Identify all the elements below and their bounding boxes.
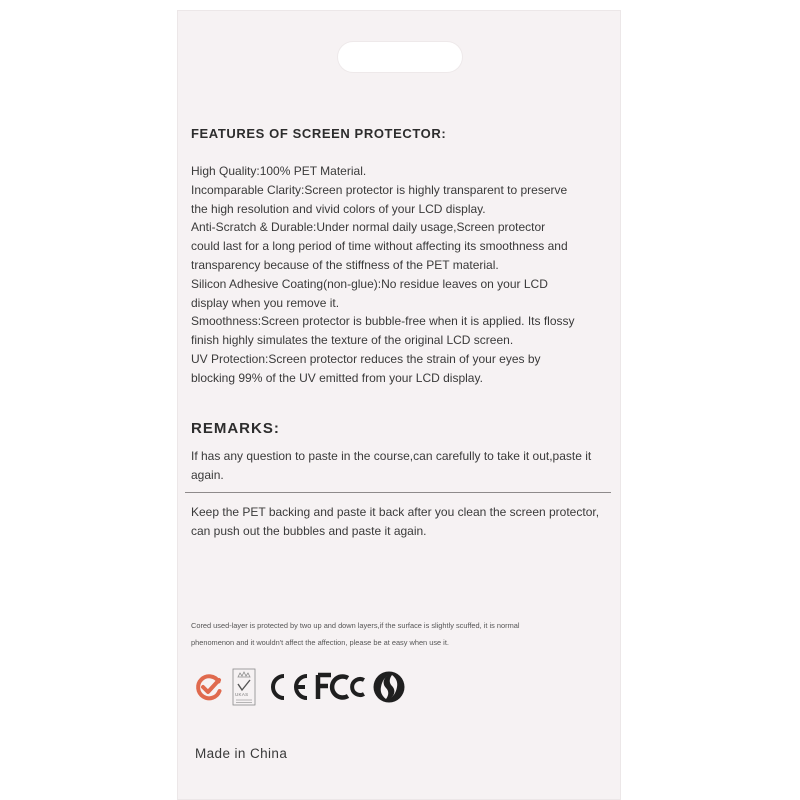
remarks-heading: REMARKS: (191, 420, 280, 437)
feature-line: could last for a long period of time without affecting its smoothness and (191, 239, 568, 254)
feature-line: Incomparable Clarity:Screen protector is highly transparent to preserve (191, 182, 568, 197)
feature-line: Smoothness:Screen protector is bubble-free when it is applied. Its flossy (191, 314, 575, 329)
made-in-label: Made in China (195, 746, 288, 761)
ukas-crown-icon (232, 668, 256, 706)
tip-line: Keep the PET backing and paste it back after you clean the screen protector, (191, 505, 600, 519)
fine-print-line: phenomenon and it wouldn't affect the affection, please be at easy when use it. (191, 638, 449, 647)
fcc-mark-icon (315, 672, 367, 702)
features-list (191, 162, 616, 388)
tip-text (191, 503, 616, 541)
features-heading: FEATURES OF SCREEN PROTECTOR: (191, 126, 447, 141)
feature-line: blocking 99% of the UV emitted from your LCD display. (191, 370, 483, 385)
feature-line: Anti-Scratch & Durable:Under normal daily usage,Screen protector (191, 220, 546, 235)
feature-line: High Quality:100% PET Material. (191, 164, 367, 178)
divider (185, 492, 611, 493)
feature-line: the high resolution and vivid colors of your LCD display. (191, 201, 486, 216)
remarks-line: If has any question to paste in the course,can carefully to take it out,paste it (191, 449, 592, 463)
feature-line: UV Protection:Screen protector reduces the strain of your eyes by (191, 351, 541, 366)
rohs-check-icon (194, 672, 224, 702)
fine-print-line: Cored used-layer is protected by two up and down layers,if the surface is slightly scuffed, it is normal (191, 621, 520, 630)
tip-line: can push out the bubbles and paste it again. (191, 523, 427, 538)
fcc-label (190, 668, 192, 669)
feature-line: finish highly simulates the texture of the original LCD screen. (191, 333, 514, 348)
green-dot-recycle-icon (372, 670, 406, 704)
ukas-label: UKAS (235, 692, 249, 697)
ce-mark-icon (266, 672, 310, 702)
feature-line: transparency because of the stiffness of the PET material. (191, 257, 499, 272)
certification-marks (190, 668, 610, 706)
feature-line: Silicon Adhesive Coating(non-glue):No residue leaves on your LCD (191, 276, 548, 291)
feature-line: display when you remove it. (191, 295, 340, 310)
remarks-text (191, 447, 616, 485)
fine-print (191, 617, 611, 651)
remarks-line: again. (191, 467, 224, 482)
hang-hole (338, 42, 462, 72)
